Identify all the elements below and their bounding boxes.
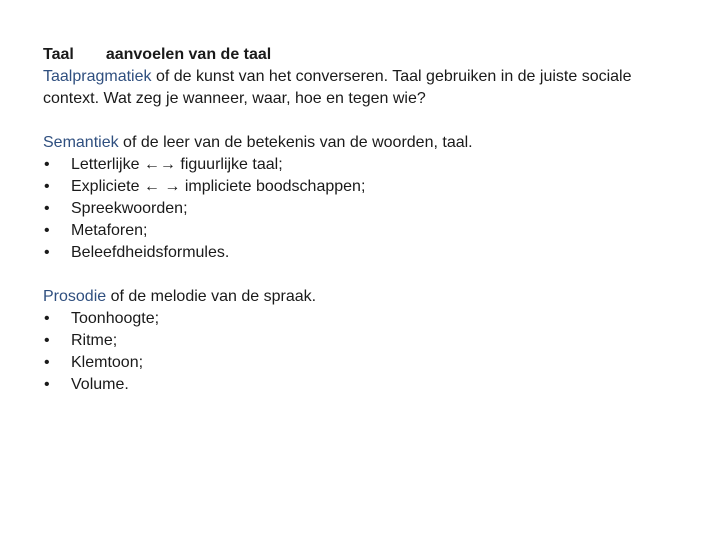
bullet-icon: • <box>44 244 50 261</box>
semantiek-paragraph <box>43 132 683 154</box>
prosodie-text: of de melodie van de spraak. <box>106 288 317 305</box>
prosodie-paragraph <box>43 286 683 308</box>
title-word-taal: Taal <box>43 46 74 63</box>
list-item: • Letterlijke ←→ figuurlijke taal; <box>43 154 683 176</box>
list-item: • Klemtoon; <box>43 352 683 374</box>
bullet-icon: • <box>44 222 50 239</box>
pragmatiek-term: Taalpragmatiek <box>43 68 152 85</box>
pragmatiek-text: of de kunst van het converseren. Taal gebruiken in de juiste sociale context. Wat zeg je wanneer, waar, hoe en tegen wie? <box>43 68 632 107</box>
double-arrow-icon: ←→ <box>143 156 176 173</box>
semantiek-block <box>43 132 683 264</box>
bullet-icon: • <box>44 200 50 217</box>
title-rest: aanvoelen van de taal <box>105 46 272 63</box>
bullet-icon: • <box>44 156 50 173</box>
semantiek-text: of de leer van de betekenis van de woorden, taal. <box>118 134 473 151</box>
bullet-icon: • <box>44 376 50 393</box>
pragmatiek-paragraph <box>43 66 683 110</box>
slide-content <box>43 44 683 396</box>
bullet-icon: • <box>44 354 50 371</box>
list-item: • Volume. <box>43 374 683 396</box>
double-arrow-icon: ← → <box>143 178 181 195</box>
list-item: • Spreekwoorden; <box>43 198 683 220</box>
bullet-icon: • <box>44 178 50 195</box>
list-item: • Beleefdheidsformules. <box>43 242 683 264</box>
semantiek-term: Semantiek <box>43 134 119 151</box>
slide-title <box>43 44 683 66</box>
list-item: • Toonhoogte; <box>43 308 683 330</box>
intro-block <box>43 44 683 110</box>
bullet-icon: • <box>44 310 50 327</box>
list-item: • Ritme; <box>43 330 683 352</box>
prosodie-block <box>43 286 683 396</box>
semantiek-list <box>43 154 683 264</box>
bullet-icon: • <box>44 332 50 349</box>
list-item: • Expliciete ← → impliciete boodschappen; <box>43 176 683 198</box>
prosodie-list <box>43 308 683 396</box>
prosodie-term: Prosodie <box>43 288 107 305</box>
list-item: • Metaforen; <box>43 220 683 242</box>
